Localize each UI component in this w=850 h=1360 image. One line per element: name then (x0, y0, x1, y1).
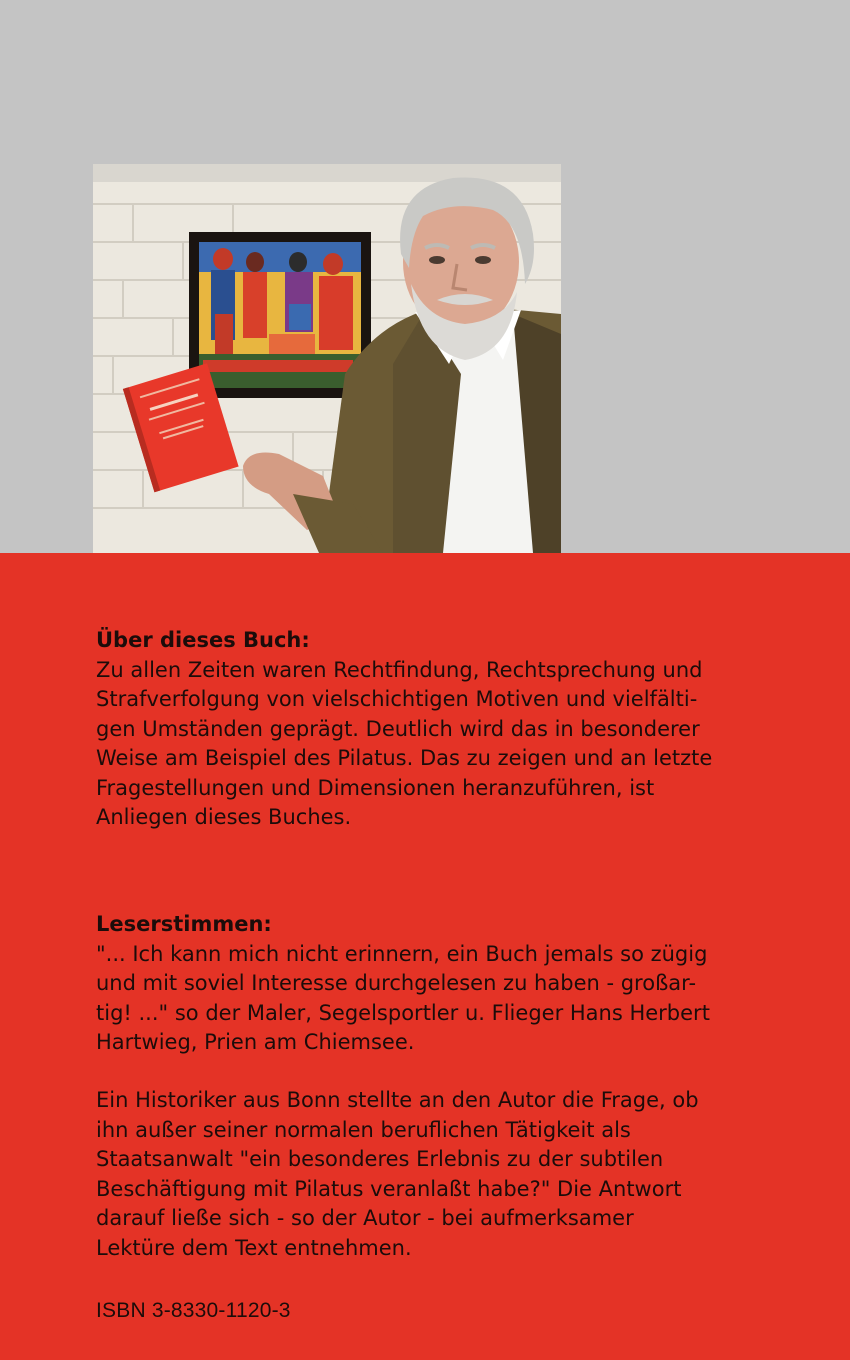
reader-voices-heading: Leserstimmen: (96, 912, 272, 936)
reader-voices-line: tig! ..." so der Maler, Segelsportler u. Flieger Hans Herbert (96, 1000, 710, 1025)
historian-line: ihn außer seiner normalen beruflichen Tätigkeit als (96, 1117, 631, 1142)
historian-line: darauf ließe sich - so der Autor - bei aufmerksamer (96, 1206, 634, 1230)
about-heading: Über dieses Buch: (96, 628, 310, 652)
historian-line: Staatsanwalt "ein besonderes Erlebnis zu der subtilen (96, 1147, 664, 1171)
historian-line: Beschäftigung mit Pilatus veranlaßt habe?" Die Antwort (96, 1176, 682, 1201)
reader-voices-section (96, 910, 736, 1058)
about-line: Anliegen dieses Buches. (96, 805, 352, 829)
about-line: gen Umständen geprägt. Deutlich wird das in besonderer (96, 716, 700, 741)
about-line: Strafverfolgung von vielschichtigen Motiven und vielfälti- (96, 687, 698, 711)
historian-section (96, 1086, 736, 1263)
about-line: Zu allen Zeiten waren Rechtfindung, Rechtsprechung und (96, 657, 703, 682)
historian-line: Ein Historiker aus Bonn stellte an den Autor die Frage, ob (96, 1088, 699, 1112)
about-line: Fragestellungen und Dimensionen heranzuführen, ist (96, 775, 655, 800)
historian-line: Lektüre dem Text entnehmen. (96, 1235, 412, 1260)
reader-voices-line: und mit soviel Interesse durchgelesen zu haben - großar- (96, 971, 697, 995)
reader-voices-line: "... Ich kann mich nicht erinnern, ein Buch jemals so zügig (96, 941, 708, 966)
about-line: Weise am Beispiel des Pilatus. Das zu zeigen und an letzte (96, 746, 713, 770)
isbn-number: ISBN 3-8330-1120-3 (96, 1299, 291, 1322)
author-photo (93, 164, 561, 553)
reader-voices-line: Hartwieg, Prien am Chiemsee. (96, 1030, 415, 1054)
about-section (96, 626, 736, 833)
